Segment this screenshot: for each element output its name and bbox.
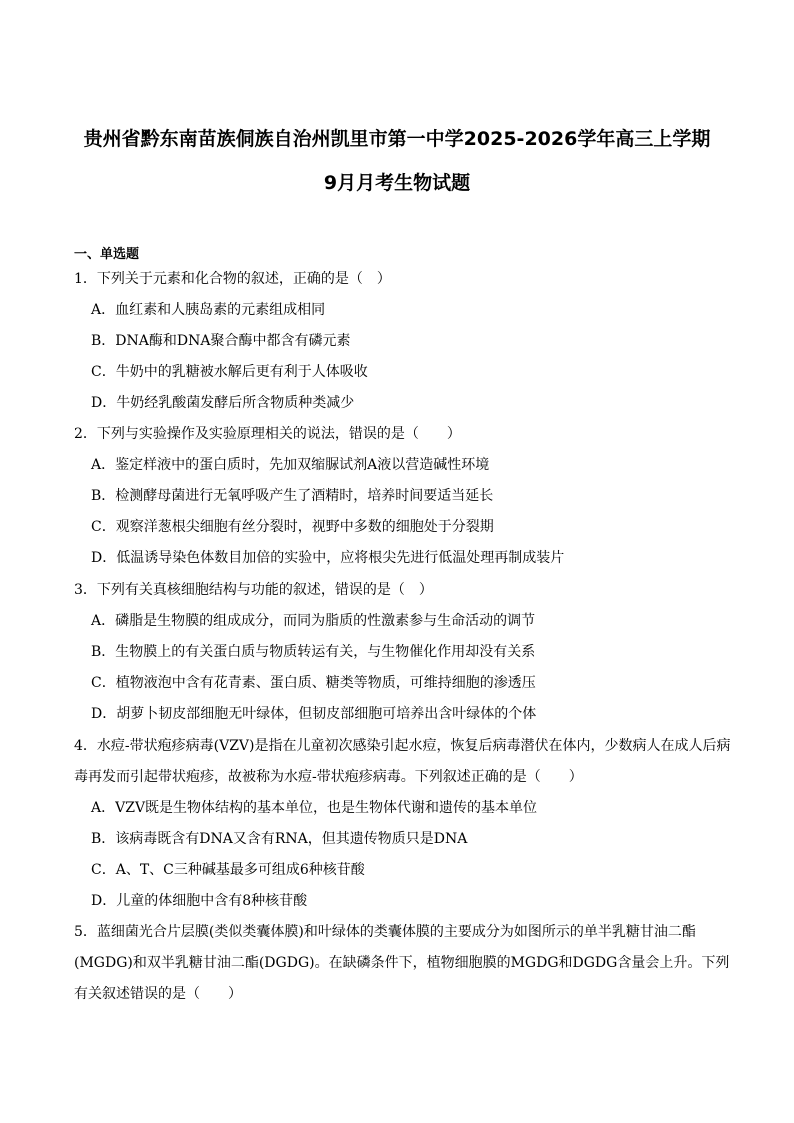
question-3-stem: 3．下列有关真核细胞结构与功能的叙述，错误的是（ ） <box>74 582 433 598</box>
question-4-option-d: D．儿童的体细胞中含有8种核苷酸 <box>91 893 308 909</box>
section-heading: 一、单选题 <box>74 247 140 262</box>
question-1-option-a: A．血红素和人胰岛素的元素组成相同 <box>91 302 326 318</box>
exam-title-line-2: 9月月考生物试题 <box>323 172 471 194</box>
question-2-option-c: C．观察洋葱根尖细胞有丝分裂时，视野中多数的细胞处于分裂期 <box>91 519 494 535</box>
question-5-stem-line-2: (MGDG)和双半乳糖甘油二酯(DGDG)。在缺磷条件下，植物细胞膜的MGDG和DGDG含量会上升。下列 <box>74 955 730 971</box>
question-5-stem-line-1: 5．蓝细菌光合片层膜(类似类囊体膜)和叶绿体的类囊体膜的主要成分为如图所示的单半乳糖甘油二酯 <box>74 924 696 940</box>
question-2-option-d: D．低温诱导染色体数目加倍的实验中，应将根尖先进行低温处理再制成装片 <box>91 550 565 566</box>
question-4-stem-line-2: 毒再发而引起带状疱疹，故被称为水痘-带状疱疹病毒。下列叙述正确的是（ ） <box>74 769 583 785</box>
question-4-stem-line-1: 4．水痘-带状疱疹病毒(VZV)是指在儿童初次感染引起水痘，恢复后病毒潜伏在体内，少数病人在成人后病 <box>74 738 731 754</box>
question-2-stem: 2．下列与实验操作及实验原理相关的说法，错误的是（ ） <box>74 426 461 442</box>
question-3-option-c: C．植物液泡中含有花青素、蛋白质、糖类等物质，可维持细胞的渗透压 <box>91 675 536 691</box>
question-1-option-c: C．牛奶中的乳糖被水解后更有利于人体吸收 <box>91 364 368 380</box>
question-1-option-b: B．DNA酶和DNA聚合酶中都含有磷元素 <box>91 333 351 349</box>
question-1-option-d: D．牛奶经乳酸菌发酵后所含物质种类减少 <box>91 395 355 411</box>
question-4-option-a: A．VZV既是生物体结构的基本单位，也是生物体代谢和遗传的基本单位 <box>91 800 538 816</box>
question-3-option-a: A．磷脂是生物膜的组成成分，而同为脂质的性激素参与生命活动的调节 <box>91 613 536 629</box>
question-1-stem: 1．下列关于元素和化合物的叙述，正确的是（ ） <box>74 271 391 287</box>
question-5-stem-line-3: 有关叙述错误的是（ ） <box>74 986 242 1002</box>
question-4-option-b: B．该病毒既含有DNA又含有RNA，但其遗传物质只是DNA <box>91 831 468 847</box>
exam-title-line-1: 贵州省黔东南苗族侗族自治州凯里市第一中学2025-2026学年高三上学期 <box>83 128 711 150</box>
question-2-option-a: A．鉴定样液中的蛋白质时，先加双缩脲试剂A液以营造碱性环境 <box>91 457 490 473</box>
question-2-option-b: B．检测酵母菌进行无氧呼吸产生了酒精时，培养时间要适当延长 <box>91 488 494 504</box>
question-4-option-c: C．A、T、C三种碱基最多可组成6种核苷酸 <box>91 862 365 878</box>
question-3-option-d: D．胡萝卜韧皮部细胞无叶绿体，但韧皮部细胞可培养出含叶绿体的个体 <box>91 706 537 722</box>
question-3-option-b: B．生物膜上的有关蛋白质与物质转运有关，与生物催化作用却没有关系 <box>91 644 536 660</box>
